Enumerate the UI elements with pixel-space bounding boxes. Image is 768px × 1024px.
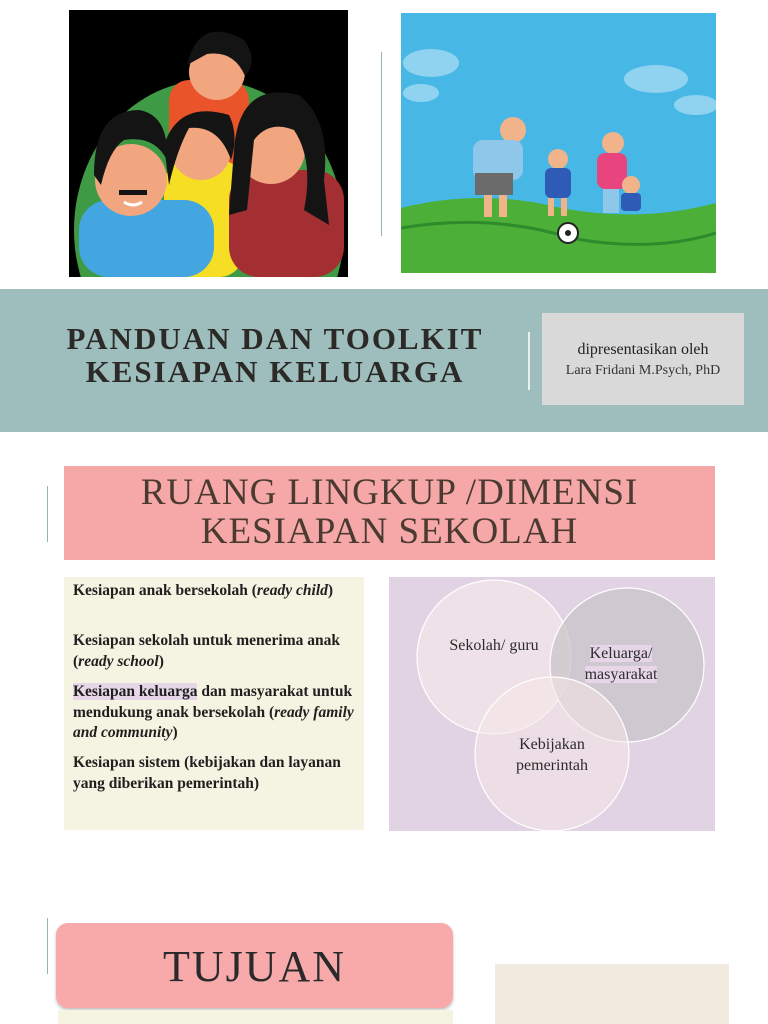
venn-diagram [389,577,715,831]
presenter-name: Lara Fridani M.Psych, PhD [565,363,721,378]
list-item-text: Kesiapan anak bersekolah ( [73,582,257,599]
goal-content-box [58,1010,453,1024]
section-marker-line [47,918,48,974]
page-title-line1: PANDUAN DAN TOOLKIT [66,321,484,356]
presented-by-label: dipresentasikan oleh [577,341,709,358]
list-item [73,581,361,602]
list-item-italic: ready school [78,652,159,670]
scope-heading-box [64,466,715,560]
banner-separator [528,332,530,390]
list-item [73,631,361,672]
venn-label-family-text: Keluarga/ masyarakat [584,645,658,683]
scope-heading-line1: RUANG LINGKUP /DIMENSI [140,472,639,513]
list-item-tail: ) [327,582,334,599]
family-park-image [401,13,716,273]
page-title [20,322,530,388]
list-item-text: Kesiapan sekolah untuk menerima anak ( [73,632,340,670]
scope-heading [64,473,715,551]
side-content-box [495,964,729,1024]
list-item-italic: ready child [256,582,328,599]
list-item-highlight: Kesiapan keluarga [73,683,198,700]
venn-label-school: Sekolah/ guru [449,637,539,654]
list-item-italic: ready family and community [73,703,354,741]
venn-label-family [566,643,676,685]
goal-heading: TUJUAN [162,942,347,991]
venn-label-policy: Kebijakan pemerintah [516,736,588,774]
divider-line [381,52,382,236]
scope-list [64,577,364,830]
goal-heading-box [56,923,453,1008]
presenter-box [542,313,744,405]
list-item-text: Kesiapan sistem (kebijakan dan layanan yang diberikan pemerintah) [73,754,341,792]
section-marker-line [47,486,48,542]
family-illustration-image [69,10,348,277]
list-item-tail: ) [172,724,178,741]
page-title-line2: KESIAPAN KELUARGA [85,354,465,389]
list-item [73,682,361,744]
list-item [73,753,361,794]
list-item-tail: ) [158,652,164,670]
scope-heading-line2: KESIAPAN SEKOLAH [200,511,579,552]
list-item-text: dan masyarakat untuk mendukung anak bersekolah ( [73,683,353,721]
